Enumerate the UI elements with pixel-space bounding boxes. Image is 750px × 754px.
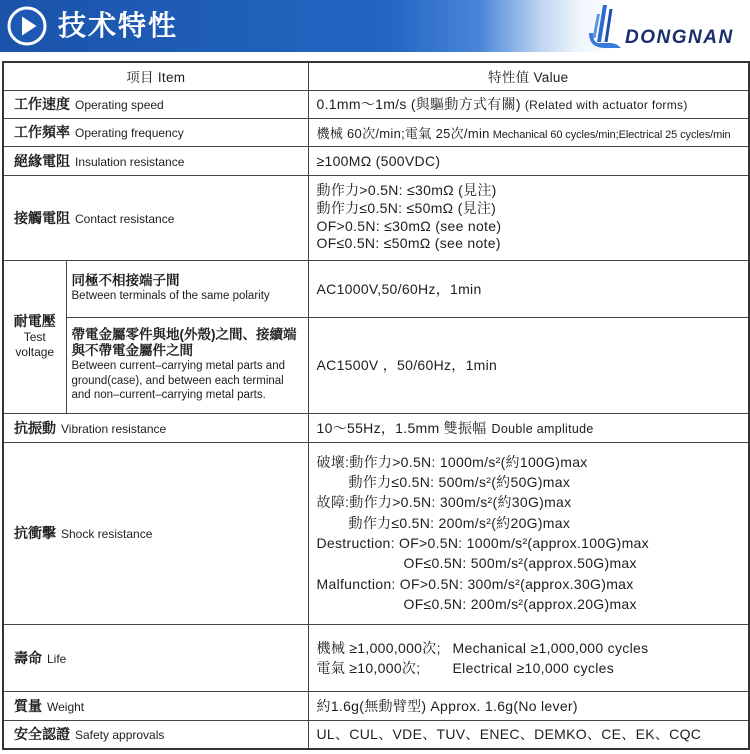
label-cn: 工作速度 — [14, 96, 70, 112]
sublabel-current-carrying-parts — [66, 317, 308, 413]
label-en: Insulation resistance — [75, 154, 185, 169]
row-contact-resistance — [3, 175, 749, 260]
value-line — [317, 638, 749, 658]
row-label — [3, 90, 308, 118]
row-label — [3, 691, 308, 720]
value-line — [317, 658, 749, 678]
label-en: Weight — [47, 699, 85, 714]
value-line: OF≤0.5N: 500m/s²(approx.50G)max — [403, 555, 637, 572]
row-weight — [3, 691, 749, 720]
dongnan-logo-icon — [586, 4, 624, 50]
play-circle-icon — [6, 5, 48, 47]
label-cn: 抗衝擊 — [14, 525, 56, 541]
row-label — [3, 442, 308, 624]
row-test-voltage-same-polarity — [3, 260, 749, 317]
brand-wordmark: DONGNAN — [625, 27, 734, 48]
label-en: Operating frequency — [75, 126, 184, 140]
value-text: 10～55Hz，1.5mm 雙振幅 — [316, 419, 487, 436]
value-text: UL、CUL、VDE、TUV、ENEC、DEMKO、CE、EK、CQC — [316, 726, 702, 743]
label-en: Life — [47, 651, 67, 666]
table-header-row — [3, 62, 749, 90]
sublabel-same-polarity — [66, 260, 308, 317]
row-vibration-resistance — [3, 413, 749, 442]
row-value — [308, 413, 749, 442]
value-line: OF≤0.5N: 200m/s²(approx.20G)max — [403, 595, 637, 612]
label-en: Shock resistance — [61, 527, 153, 541]
row-value — [308, 146, 749, 175]
value-line: OF≤0.5N: ≤50mΩ (see note) — [316, 235, 501, 252]
row-value — [308, 90, 749, 118]
value-text: ≥100MΩ (500VDC) — [316, 152, 441, 169]
value-text-en: Mechanical 60 cycles/min;Electrical 25 cycles/min — [492, 128, 731, 141]
value-text: 0.1mm～1m/s (與驅動方式有關) — [316, 96, 521, 112]
row-label — [3, 720, 308, 749]
page-title: 技术特性 — [58, 9, 179, 42]
row-label — [3, 624, 308, 691]
value-text: 電氣 ≥10,000次; — [316, 659, 421, 676]
label-cn: 絕緣電阻 — [14, 152, 70, 169]
value-line: 動作力≤0.5N: ≤50mΩ (見注) — [316, 199, 497, 216]
value-text-en: Mechanical ≥1,000,000 cycles — [452, 639, 649, 656]
label-en: Operating speed — [75, 98, 164, 112]
value-line: 故障:動作力>0.5N: 300m/s²(約30G)max — [316, 494, 572, 511]
row-label — [3, 175, 308, 260]
sublabel-cn: 同極不相接端子間 — [71, 273, 180, 289]
value-column-header: 特性值 Value — [308, 62, 749, 90]
row-operating-frequency — [3, 118, 749, 146]
item-column-header: 项目 Item — [3, 62, 308, 90]
sublabel-en: Between terminals of the same polarity — [71, 290, 270, 303]
value-text-en: Electrical ≥10,000 cycles — [452, 659, 614, 676]
value-line: 動作力≤0.5N: 500m/s²(約50G)max — [348, 474, 571, 491]
value-line: Malfunction: OF>0.5N: 300m/s²(approx.30G)max — [316, 575, 634, 592]
value-text-en: Approx. 1.6g(No lever) — [430, 697, 578, 714]
header-banner — [0, 0, 750, 52]
label-en: Test voltage — [15, 330, 55, 359]
row-value — [308, 691, 749, 720]
row-test-voltage-ground — [3, 317, 749, 413]
label-cn: 安全認證 — [14, 726, 70, 743]
label-en: Safety approvals — [75, 728, 165, 743]
value-line: 動作力≤0.5N: 200m/s²(約20G)max — [348, 514, 571, 531]
value-text: 機械 ≥1,000,000次; — [316, 639, 441, 656]
row-label — [3, 146, 308, 175]
row-value — [308, 118, 749, 146]
label-cn: 壽命 — [14, 649, 42, 666]
value-text: AC1000V,50/60Hz，1min — [316, 280, 482, 297]
row-label — [3, 413, 308, 442]
value-text-en: (Related with actuator forms) — [524, 98, 688, 112]
row-value — [308, 175, 749, 260]
value-line: OF>0.5N: ≤30mΩ (see note) — [316, 217, 502, 234]
label-cn: 耐電壓 — [13, 313, 56, 329]
value-text: AC1500V ，50/60Hz，1min — [316, 357, 498, 373]
row-value — [308, 720, 749, 749]
value-line: 動作力>0.5N: ≤30mΩ (見注) — [316, 182, 497, 199]
sublabel-en: Between current–carrying metal parts and ground(case), and between each terminal and non–current–carrying metal parts. — [71, 360, 285, 402]
sublabel-cn: 帶電金屬零件與地(外殼)之間、接續端與不帶電金屬件之間 — [71, 327, 297, 359]
row-operating-speed — [3, 90, 749, 118]
value-text: 約1.6g(無動臂型) — [316, 697, 427, 714]
label-cn: 質量 — [14, 697, 42, 714]
label-en: Vibration resistance — [61, 421, 167, 436]
test-voltage-label — [3, 260, 66, 413]
row-value — [308, 260, 749, 317]
row-value — [308, 442, 749, 624]
value-line: 破壞:動作力>0.5N: 1000m/s²(約100G)max — [316, 453, 588, 470]
row-insulation-resistance — [3, 146, 749, 175]
spec-table — [2, 61, 750, 750]
label-cn: 抗振動 — [14, 419, 56, 436]
value-line: Destruction: OF>0.5N: 1000m/s²(approx.100G)max — [316, 535, 649, 551]
label-cn: 接觸電阻 — [14, 209, 70, 226]
row-value — [308, 317, 749, 413]
row-label — [3, 118, 308, 146]
value-text: 機械 60次/min;電氣 25次/min — [316, 125, 490, 141]
label-cn: 工作頻率 — [14, 124, 70, 140]
row-value — [308, 624, 749, 691]
row-life — [3, 624, 749, 691]
row-shock-resistance — [3, 442, 749, 624]
row-safety-approvals — [3, 720, 749, 749]
label-en: Contact resistance — [75, 211, 175, 226]
value-text-en: Double amplitude — [491, 421, 594, 436]
